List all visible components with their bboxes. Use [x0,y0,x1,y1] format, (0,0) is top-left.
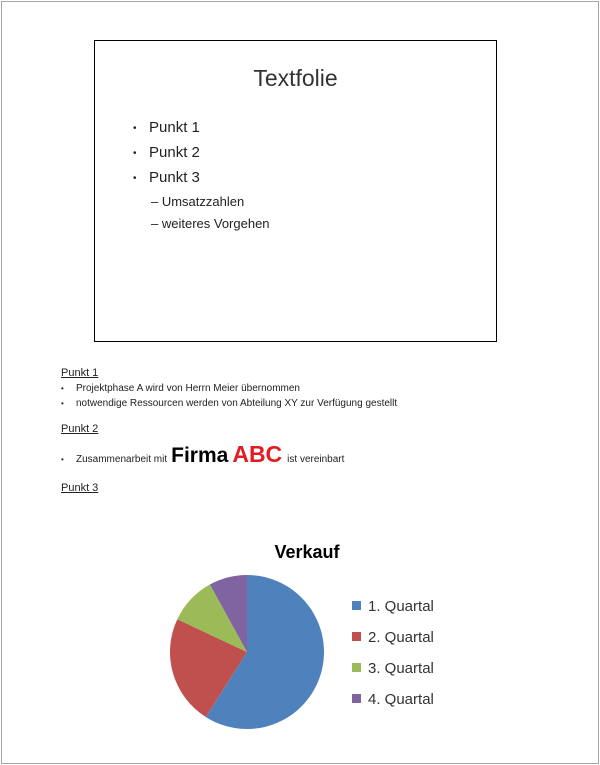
note-firma-line [61,441,581,468]
note-heading-punkt3: Punkt 3 [61,482,99,494]
bullet-icon: • [61,384,64,393]
pie-chart [152,532,482,732]
legend-label-2: 2. Quartal [368,629,434,646]
document-page [1,1,599,764]
legend-swatch-1 [352,601,361,610]
slide-bullet-3: • Punkt 3 – Umsatzzahlen – weiteres Vorgehen [133,165,270,190]
slide-bullet-list [133,115,270,231]
abc-label: ABC [232,441,283,467]
bullet-icon: • [133,147,137,159]
firma-label: Firma [171,444,229,467]
legend-swatch-4 [352,694,361,703]
note-item: • notwendige Ressourcen werden von Abteilung XY zur Verfügung gestellt [61,398,398,409]
legend-swatch-2 [352,632,361,641]
chart-legend [352,598,434,708]
bullet-icon: • [133,172,137,184]
note-list-punkt1 [61,381,581,411]
chart-title: Verkauf [274,542,340,562]
note-item: • Projektphase A wird von Herrn Meier übernommen [61,383,300,394]
legend-label-4: 4. Quartal [368,691,434,708]
bullet-icon: • [133,122,137,134]
pie-slices [170,575,324,729]
legend-label-3: 3. Quartal [368,660,434,677]
note-heading-punkt1: Punkt 1 [61,367,99,379]
note-firma-prefix: Zusammenarbeit mit [76,454,168,465]
slide-sub-list [151,191,270,235]
notes-section [61,367,581,494]
slide-bullet-2: • Punkt 2 [133,140,270,165]
legend-swatch-3 [352,663,361,672]
slide-sub-bullet-2: – weiteres Vorgehen [151,215,270,231]
note-firma-suffix: ist vereinbart [287,454,345,465]
slide-thumbnail [94,40,497,342]
note-heading-punkt2: Punkt 2 [61,423,99,435]
bullet-icon: • [61,399,64,408]
bullet-icon: • [61,455,64,464]
slide-bullet-1: • Punkt 1 [133,115,270,140]
slide-title: Textfolie [253,65,338,91]
legend-label-1: 1. Quartal [368,598,434,615]
slide-sub-bullet-1: – Umsatzzahlen [151,193,245,209]
